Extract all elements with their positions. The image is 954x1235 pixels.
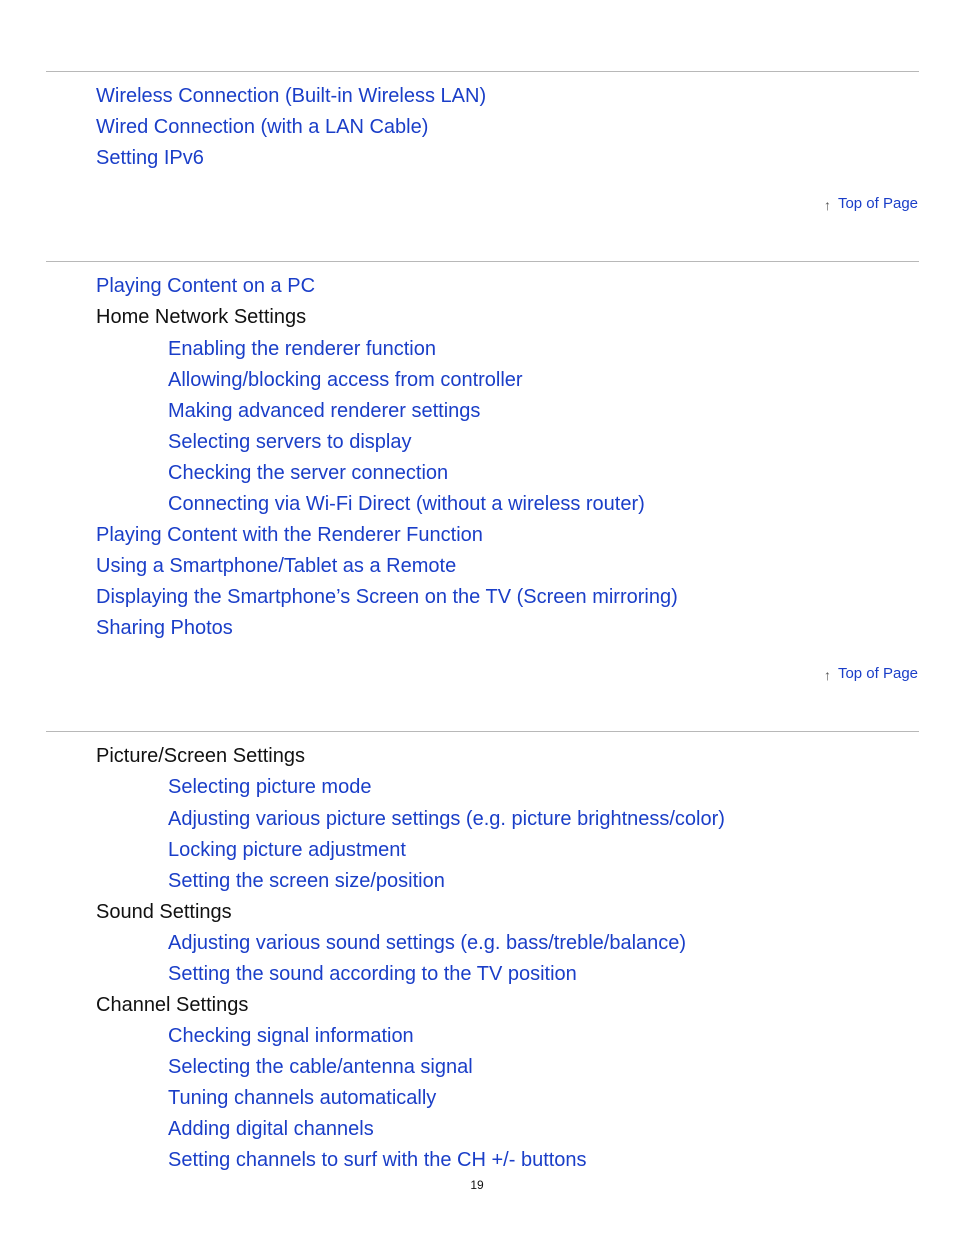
- link-sharing-photos[interactable]: Sharing Photos: [96, 617, 233, 639]
- link-screen-size-position[interactable]: Setting the screen size/position: [168, 870, 445, 892]
- link-selecting-cable-antenna[interactable]: Selecting the cable/antenna signal: [168, 1056, 473, 1078]
- heading-channel-settings: Channel Settings: [96, 994, 249, 1016]
- heading-sound-settings: Sound Settings: [96, 901, 232, 923]
- link-locking-picture-adjustment[interactable]: Locking picture adjustment: [168, 839, 406, 861]
- link-screen-mirroring[interactable]: Displaying the Smartphone’s Screen on the TV (Screen mirroring): [96, 586, 678, 608]
- link-selecting-servers[interactable]: Selecting servers to display: [168, 431, 412, 453]
- link-adjusting-picture-settings[interactable]: Adjusting various picture settings (e.g. picture brightness/color): [168, 808, 725, 830]
- top-of-page-link[interactable]: [824, 664, 918, 683]
- link-advanced-renderer-settings[interactable]: Making advanced renderer settings: [168, 400, 481, 422]
- link-checking-signal-information[interactable]: Checking signal information: [168, 1025, 414, 1047]
- link-playing-content-pc[interactable]: Playing Content on a PC: [96, 275, 316, 297]
- link-wired-connection[interactable]: Wired Connection (with a LAN Cable): [96, 116, 429, 138]
- link-setting-ipv6[interactable]: Setting IPv6: [96, 147, 204, 169]
- link-selecting-picture-mode[interactable]: Selecting picture mode: [168, 776, 372, 798]
- heading-picture-screen-settings: Picture/Screen Settings: [96, 745, 305, 767]
- heading-home-network-settings: Home Network Settings: [96, 306, 307, 328]
- link-enabling-renderer[interactable]: Enabling the renderer function: [168, 338, 436, 360]
- arrow-up-icon: ↑: [823, 667, 831, 683]
- page-number: 19: [470, 1178, 484, 1192]
- section-divider: [46, 731, 919, 732]
- link-smartphone-remote[interactable]: Using a Smartphone/Tablet as a Remote: [96, 555, 457, 577]
- arrow-up-icon: ↑: [823, 197, 831, 213]
- link-renderer-function[interactable]: Playing Content with the Renderer Function: [96, 524, 483, 546]
- top-of-page-label: Top of Page: [837, 665, 918, 682]
- link-adding-digital-channels[interactable]: Adding digital channels: [168, 1118, 374, 1140]
- link-checking-server-connection[interactable]: Checking the server connection: [168, 462, 449, 484]
- link-tuning-channels[interactable]: Tuning channels automatically: [168, 1087, 437, 1109]
- link-wifi-direct[interactable]: Connecting via Wi-Fi Direct (without a wireless router): [168, 493, 645, 515]
- top-of-page-link[interactable]: [824, 194, 918, 213]
- link-ch-buttons-surf[interactable]: Setting channels to surf with the CH +/- buttons: [168, 1149, 587, 1171]
- section-divider: [46, 261, 919, 262]
- link-allowing-blocking-access[interactable]: Allowing/blocking access from controller: [168, 369, 523, 391]
- section-divider: [46, 71, 919, 72]
- top-of-page-label: Top of Page: [837, 195, 918, 212]
- link-wireless-connection[interactable]: Wireless Connection (Built-in Wireless LAN): [96, 85, 487, 107]
- link-adjusting-sound-settings[interactable]: Adjusting various sound settings (e.g. bass/treble/balance): [168, 932, 687, 954]
- link-sound-tv-position[interactable]: Setting the sound according to the TV position: [168, 963, 577, 985]
